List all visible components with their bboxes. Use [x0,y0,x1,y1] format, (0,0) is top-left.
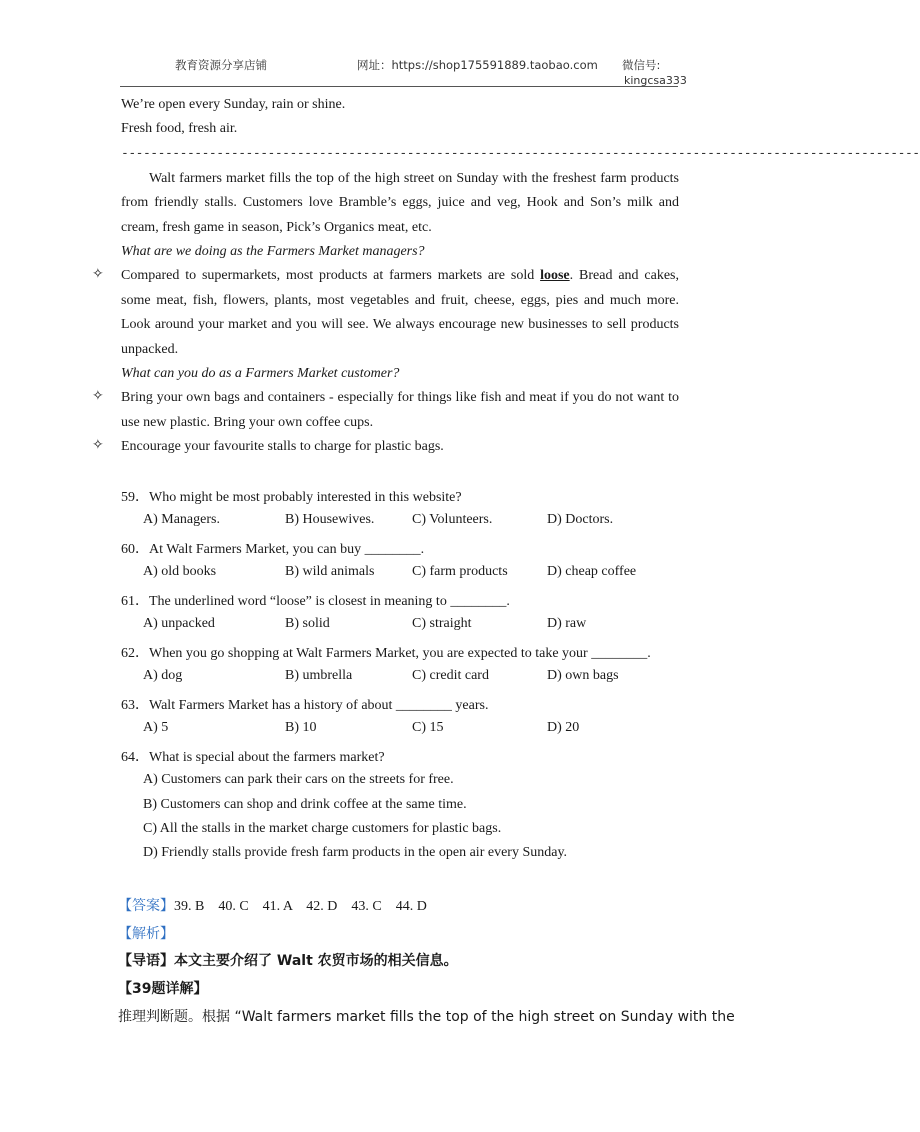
passage-p1-line2: from friendly stalls. Customers love Bramble’s eggs, juice and veg, Hook and Son’s milk and [121,195,679,210]
q63-option-d: D) 20 [547,720,580,735]
question-64: 64．What is special about the farmers market? [121,750,385,765]
analysis-label: 【解析】 [118,926,174,942]
q64-option-b: B) Customers can shop and drink coffee at the same time. [143,797,467,812]
passage-p1-line3: cream, fresh game in season, Pick’s Organics meat, etc. [121,220,432,235]
q61-option-c: C) straight [412,616,472,631]
q63-option-c: C) 15 [412,720,444,735]
q61-option-a: A) unpacked [143,616,215,631]
answer-keys: 39. B 40. C 41. A 42. D 43. C 44. D [174,899,427,914]
detail-text: 推理判断题。根据 “Walt farmers market fills the top of the high street on Sunday with the [118,1009,735,1025]
intro-line-1: We’re open every Sunday, rain or shine. [121,97,346,112]
heading-customer: What can you do as a Farmers Market customer? [121,366,400,381]
bullet-icon: ✧ [92,266,104,282]
question-63: 63．Walt Farmers Market has a history of about ________ years. [121,698,489,713]
q60-option-a: A) old books [143,564,217,579]
bullet1-line4: unpacked. [121,342,179,357]
detail-label: 【39题详解】 [118,981,208,997]
bullet1-line1: Compared to supermarkets, most products at farmers markets are sold loose. Bread and cakes, [121,268,679,283]
q61-option-d: D) raw [547,616,587,631]
q62-option-a: A) dog [143,668,183,683]
q59-option-c: C) Volunteers. [412,512,493,527]
q64-option-d: D) Friendly stalls provide fresh farm products in the open air every Sunday. [143,845,568,860]
answer-label: 【答案】 [118,898,174,914]
bullet-icon: ✧ [92,437,104,453]
answer-line [118,895,427,915]
bullet3-line1: Encourage your favourite stalls to charge for plastic bags. [121,439,444,454]
wechat-label: 微信号: [622,58,661,72]
shop-url: 网址：https://shop175591889.taobao.com [357,58,598,72]
bullet-icon: ✧ [92,388,104,404]
q62-option-b: B) umbrella [285,668,353,683]
q59-option-b: B) Housewives. [285,512,375,527]
question-62: 62．When you go shopping at Walt Farmers Market, you are expected to take your ________. [121,646,651,661]
shop-name: 教育资源分享店铺 [175,58,267,72]
q64-option-c: C) All the stalls in the market charge customers for plastic bags. [143,821,502,836]
q63-option-a: A) 5 [143,720,169,735]
q64-option-a: A) Customers can park their cars on the streets for free. [143,772,454,787]
q59-option-a: A) Managers. [143,512,220,527]
header-divider [120,86,678,87]
q59-option-d: D) Doctors. [547,512,614,527]
wechat-id: kingcsa333 [624,74,687,87]
page-header [0,0,800,92]
q62-option-c: C) credit card [412,668,489,683]
intro-line-2: Fresh food, fresh air. [121,121,238,136]
bullet1-line3: Look around your market and you will see. We always encourage new businesses to sell products [121,317,679,332]
guide-line: 【导语】本文主要介绍了 Walt 农贸市场的相关信息。 [118,953,458,969]
q60-option-c: C) farm products [412,564,508,579]
bullet2-line2: use new plastic. Bring your own coffee cups. [121,415,374,430]
q63-option-b: B) 10 [285,720,317,735]
question-61: 61．The underlined word “loose” is closest in meaning to ________. [121,594,510,609]
dashed-divider: ------------------------------------------------------------------------------------------------------------- [121,146,920,161]
heading-managers: What are we doing as the Farmers Market managers? [121,244,425,259]
q60-option-d: D) cheap coffee [547,564,637,579]
bullet1-line2: some meat, fish, flowers, plants, most vegetables and fruit, cheese, eggs, pies and much more. [121,293,679,308]
question-59: 59．Who might be most probably interested in this website? [121,490,462,505]
q60-option-b: B) wild animals [285,564,375,579]
bullet2-line1: Bring your own bags and containers - especially for things like fish and meat if you do not want to [121,390,679,405]
q61-option-b: B) solid [285,616,330,631]
question-60: 60．At Walt Farmers Market, you can buy ________. [121,542,425,557]
passage-p1-line1: Walt farmers market fills the top of the high street on Sunday with the freshest farm products [149,171,679,186]
q62-option-d: D) own bags [547,668,619,683]
underlined-word-loose: loose [540,268,570,283]
